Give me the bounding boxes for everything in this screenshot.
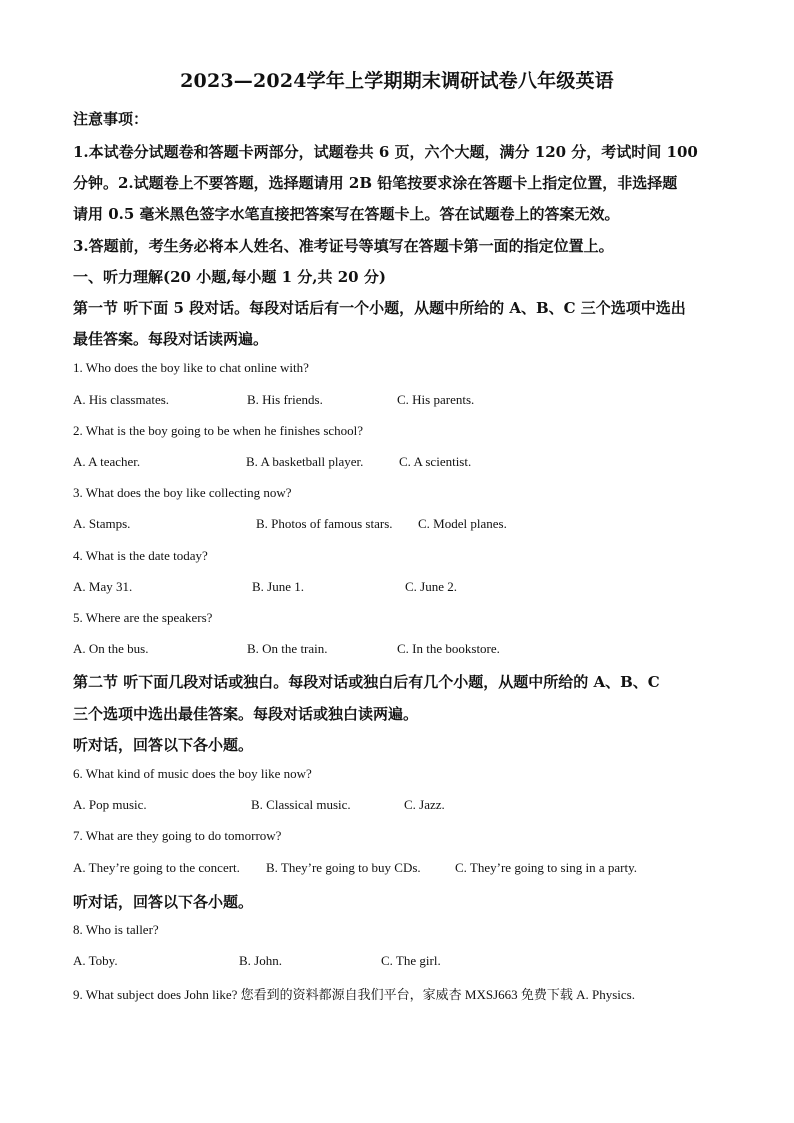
q3-option-a: A. Stamps. <box>73 516 131 531</box>
question-3: 3. What does the boy like collecting now? <box>73 485 292 500</box>
q6-option-c: C. Jazz. <box>404 797 445 812</box>
part1-instruction-2: 最佳答案。每段对话读两遍。 <box>73 330 269 348</box>
question-9: 9. What subject does John like? 您看到的资料都源自我们平台，家威杏 MXSJ663 免费下载 A. Physics. <box>73 987 635 1002</box>
q1-option-b: B. His friends. <box>247 392 323 407</box>
question-7: 7. What are they going to do tomorrow? <box>73 828 282 843</box>
q1-option-c: C. His parents. <box>397 392 475 407</box>
question-6: 6. What kind of music does the boy like now? <box>73 766 312 781</box>
q5-option-a: A. On the bus. <box>73 641 149 656</box>
q1-option-a: A. His classmates. <box>73 392 170 407</box>
q2-option-b: B. A basketball player. <box>246 454 364 469</box>
dialogue-2-heading: 听对话，回答以下各小题。 <box>73 893 254 911</box>
q4-option-c: C. June 2. <box>405 579 457 594</box>
dialogue-1-heading: 听对话，回答以下各小题。 <box>73 736 254 754</box>
question-5: 5. Where are the speakers? <box>73 610 213 625</box>
part2-instruction-1: 第二节 听下面几段对话或独白。每段对话或独白后有几个小题，从题中所给的 A、B、C <box>73 673 660 691</box>
q4-option-b: B. June 1. <box>252 579 304 594</box>
notice-line-1: 1.本试卷分试题卷和答题卡两部分，试题卷共 6 页，六个大题，满分 120 分，考试时间 100 <box>73 143 698 161</box>
q3-option-c: C. Model planes. <box>418 516 507 531</box>
q8-option-a: A. Toby. <box>73 953 118 968</box>
question-8: 8. Who is taller? <box>73 922 159 937</box>
notice-line-3: 请用 0.5 毫米黑色签字水笔直接把答案写在答题卡上。答在试题卷上的答案无效。 <box>73 205 620 223</box>
q7-option-b: B. They’re going to buy CDs. <box>266 860 421 875</box>
section-heading: 一、听力理解(20 小题,每小题 1 分,共 20 分) <box>73 268 386 286</box>
question-4: 4. What is the date today? <box>73 548 208 563</box>
q7-option-c: C. They’re going to sing in a party. <box>455 860 637 875</box>
q2-option-a: A. A teacher. <box>73 454 141 469</box>
q2-option-c: C. A scientist. <box>399 454 472 469</box>
q5-option-b: B. On the train. <box>247 641 328 656</box>
q6-option-a: A. Pop music. <box>73 797 147 812</box>
part2-instruction-2: 三个选项中选出最佳答案。每段对话或独白读两遍。 <box>73 705 419 723</box>
question-2: 2. What is the boy going to be when he finishes school? <box>73 423 364 438</box>
q8-option-b: B. John. <box>239 953 282 968</box>
part1-instruction-1: 第一节 听下面 5 段对话。每段对话后有一个小题，从题中所给的 A、B、C 三个选项中选出 <box>73 299 686 317</box>
exam-title: 2023—2024学年上学期期末调研试卷八年级英语 <box>180 70 614 92</box>
notice-line-2: 分钟。2.试题卷上不要答题，选择题请用 2B 铅笔按要求涂在答题卡上指定位置，非选择题 <box>73 174 678 192</box>
q6-option-b: B. Classical music. <box>251 797 351 812</box>
notice-line-4: 3.答题前，考生务必将本人姓名、准考证号等填写在答题卡第一面的指定位置上。 <box>73 237 614 255</box>
q7-option-a: A. They’re going to the concert. <box>73 860 240 875</box>
q3-option-b: B. Photos of famous stars. <box>256 516 393 531</box>
q8-option-c: C. The girl. <box>381 953 441 968</box>
q5-option-c: C. In the bookstore. <box>397 641 500 656</box>
question-1: 1. Who does the boy like to chat online with? <box>73 360 309 375</box>
q4-option-a: A. May 31. <box>73 579 133 594</box>
notice-heading: 注意事项： <box>73 110 149 128</box>
